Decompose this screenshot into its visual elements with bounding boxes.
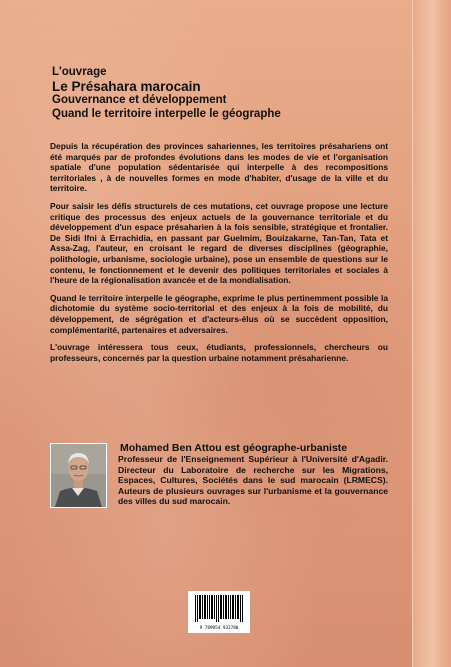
author-bio-body: Professeur de l'Enseignement Supérieur à l'Université d'Agadir. Directeur du Laboratoire de recherche sur les Migrations, Espaces, Cultures, Sociétés dans le sud marocain (LRMECS). Auteurs de plusieurs ouvrages sur l'urbanisme et la gouvernance des villes du sud marocain. <box>118 454 388 507</box>
blurb-paragraph: Pour saisir les défis structurels de ces mutations, cet ouvrage propose une lecture critique des processus des enjeux actuels de la gouvernance territoriale et du développement d'un espace présaharien à la fois sensible, stratégique et frontalier. De Sidi Ifni à Errachidia, en passant par Guelmim, Bouizakarne, Tan-Tan, Tata et Assa-Zag, l'auteur, en croisant le regard de diverses disciplines (géographie, polithologie, urbanisme, sociologie urbaine), pose un ensemble de questions sur le contenu, le fonctionnement et le devenir des politiques territoriales et sociales à l'heure de la régionalisation avancée et de la mondialisation. <box>50 200 388 286</box>
portrait-image <box>51 444 106 507</box>
author-photo <box>50 443 107 508</box>
blurb-paragraph: L'ouvrage intéressera tous ceux, étudiants, professionnels, chercheurs ou professeurs, concernés par la question urbaine notamment présaharienne. <box>50 342 388 363</box>
blurb-paragraph: Quand le territoire interpelle le géographe, exprime le plus pertinemment possible la dichotomie du système socio-territorial et des enjeux à la fois de mobilité, du développement, de ségrégation et d'acteurs-élus où se succèdent opposition, complémentarité, partenaires et adversaires. <box>50 292 388 335</box>
barcode-icon <box>189 592 249 625</box>
blurb-paragraph: Depuis la récupération des provinces sahariennes, les territoires présahariens ont été marqués par de profondes évolutions dans les modes de vie et l'organisation spatiale d'une population sédentarisée qui interpelle à des recompositions territoriales , à de nouvelles formes en mode d'habiter, d'usage de la ville et du territoire. <box>50 141 388 194</box>
blurb <box>50 141 388 370</box>
book-subtitle: Gouvernance et développement <box>52 94 227 106</box>
author-lead: Mohamed Ben Attou est géographe-urbaniste <box>120 442 348 454</box>
author-section <box>50 443 388 514</box>
book-subtitle-secondary: Quand le territoire interpelle le géographe <box>52 107 281 120</box>
header-kicker: L'ouvrage <box>52 66 107 78</box>
book-header <box>52 66 392 121</box>
isbn-number: 9 789954 932780 <box>199 626 239 631</box>
author-bio-top <box>120 443 388 453</box>
isbn-barcode <box>188 591 250 633</box>
book-spine <box>412 0 451 667</box>
book-title: Le Présahara marocain <box>52 79 201 94</box>
